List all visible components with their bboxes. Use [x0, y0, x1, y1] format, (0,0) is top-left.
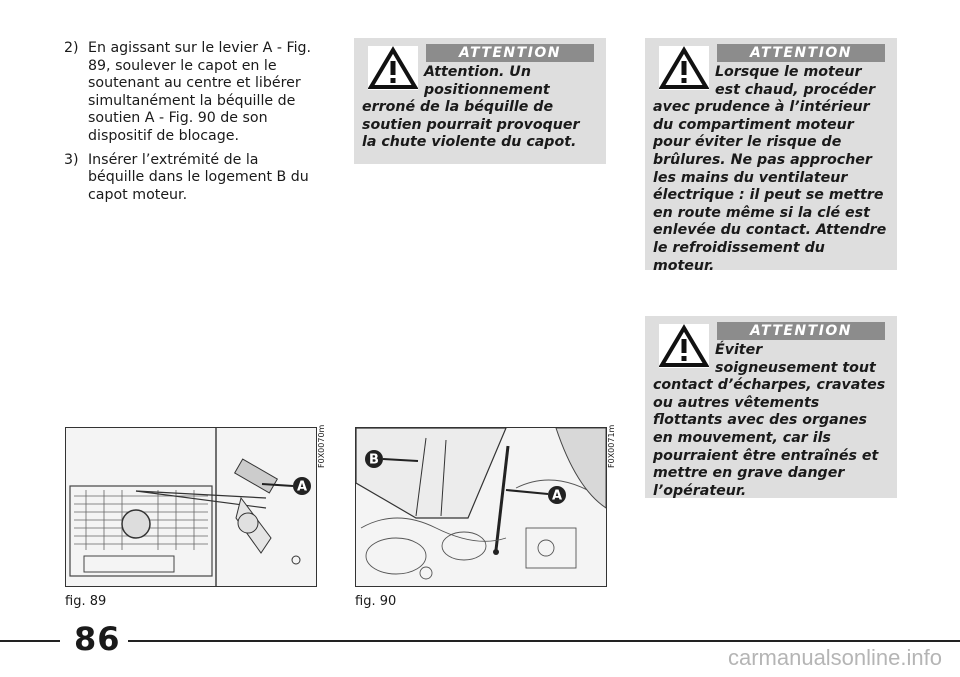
label-a: A [551, 488, 563, 504]
label-b: B [369, 452, 379, 468]
warning-box-hot-engine [645, 38, 897, 274]
page-number: 86 [74, 620, 121, 658]
warning-box-loose-clothing [645, 316, 897, 498]
step-number: 3) [64, 151, 79, 168]
figure-90-hood-prop [355, 427, 607, 587]
step-text: Insérer l’extrémité de la béquille dans le logement B du capot moteur. [88, 151, 309, 203]
step-text: En agissant sur le levier A - Fig. 89, soulever le capot en le soutenant au centre et libérer simultanément la béquille de soutien A - Fig. 90 de son dispositif de blocage. [88, 40, 312, 144]
warning-triangle-icon [659, 46, 709, 90]
warning-text: Éviter soigneusement tout contact d’écharpes, cravates ou autres vêtements flottants avec des organes en mouvement, car ils pourraient être entraînés et mettre en grave danger l’opérateur. [653, 342, 886, 499]
warning-text: Lorsque le moteur est chaud, procéder avec prudence à l’intérieur du compartiment moteur pour éviter le risque de brûlures. Ne pas approcher les mains du ventilateur électrique : il peut se mettre en route même si la clé est enlevée du contact. Attendre le refroidissement du moteur. [653, 64, 887, 274]
hood-prop-illustration [356, 428, 606, 586]
step-2 [64, 40, 314, 146]
label-a: A [296, 479, 308, 495]
figure-caption: fig. 90 [355, 594, 397, 609]
footer-rule-left [0, 640, 60, 642]
step-3 [64, 152, 314, 205]
footer-rule-right [128, 640, 960, 642]
warning-title: ATTENTION [717, 322, 885, 340]
watermark: carmanualsonline.info [727, 645, 942, 670]
hood-lever-illustration [66, 428, 316, 586]
step-number: 2) [64, 40, 79, 56]
warning-triangle-icon [368, 46, 418, 90]
warning-triangle-icon [659, 324, 709, 368]
warning-box-hood-support [354, 38, 606, 164]
figure-89-hood-lever [65, 427, 317, 587]
warning-title: ATTENTION [426, 44, 594, 62]
instruction-steps [64, 40, 314, 210]
figure-code: F0X0070m [317, 424, 326, 468]
warning-text: Attention. Un positionnement erroné de la béquille de soutien pourrait provoquer la chute violente du capot. [362, 64, 580, 151]
figure-code: F0X0071m [607, 424, 616, 468]
figure-caption: fig. 89 [65, 594, 107, 609]
warning-title: ATTENTION [717, 44, 885, 62]
